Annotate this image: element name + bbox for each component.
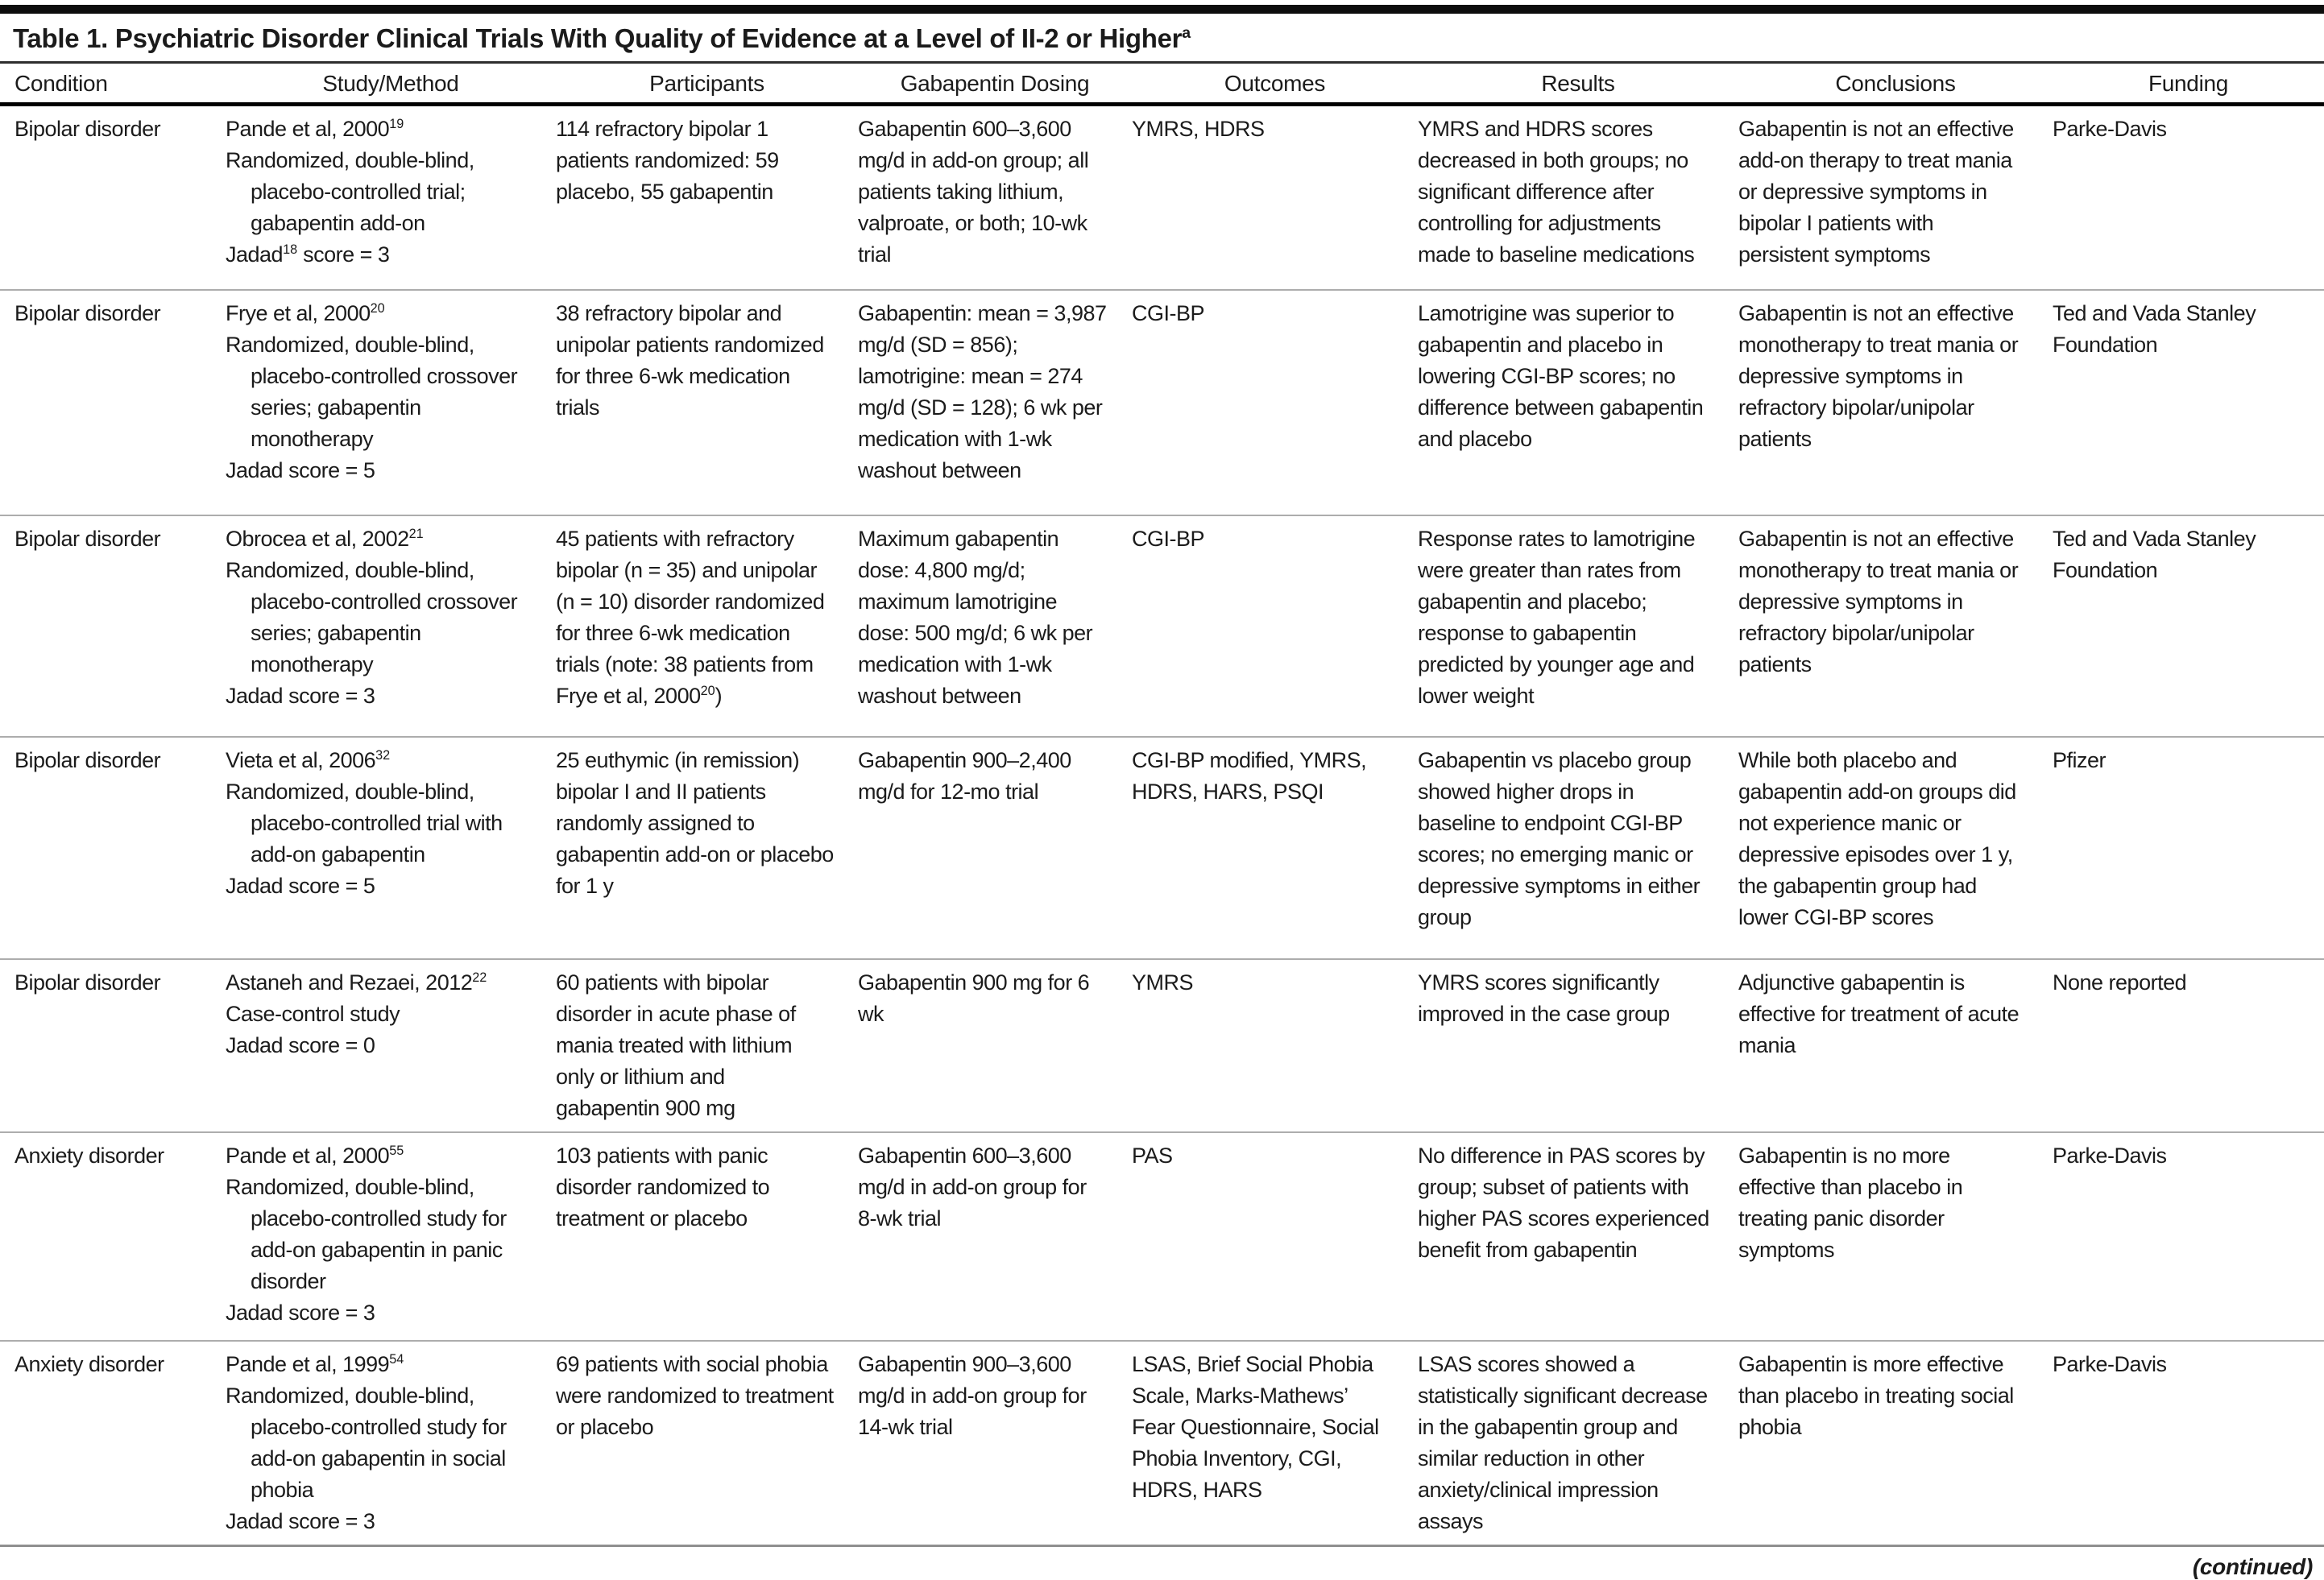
cell-condition: Anxiety disorder — [0, 1132, 226, 1341]
table-row — [0, 515, 2324, 737]
study-method-line: Pande et al, 2000$^{55}$ — [226, 1143, 404, 1168]
column-header-outcomes: Outcomes — [1132, 64, 1418, 105]
cell-participants: 25 euthymic (in remission) bipolar I and II patients randomly assigned to gabapentin add-on or placebo for 1 y — [556, 737, 858, 959]
cell-outcomes: CGI-BP modified, YMRS, HDRS, HARS, PSQI — [1132, 737, 1418, 959]
cell-conclusions: Gabapentin is not an effective add-on therapy to treat mania or depressive symptoms in bipolar I patients with persistent symptoms — [1738, 105, 2053, 290]
study-method-line: Randomized, double-blind, placebo-controlled trial; gabapentin add-on — [226, 148, 474, 235]
cell-results: LSAS scores showed a statistically significant decrease in the gabapentin group and similar reduction in other anxiety/clinical impression assays — [1418, 1341, 1738, 1546]
column-header-participants: Participants — [556, 64, 858, 105]
cell-participants: 45 patients with refractory bipolar (n = 35) and unipolar (n = 10) disorder randomized for three 6-wk medication trials (note: 38 patients from Frye et al, 2000$^{20}$) — [556, 515, 858, 737]
cell-study-method — [226, 1341, 556, 1546]
study-method-line: Jadad score = 3 — [226, 1300, 375, 1325]
cell-funding: None reported — [2053, 959, 2324, 1132]
study-method-line: Jadad score = 3 — [226, 1508, 375, 1533]
cell-dosing: Gabapentin: mean = 3,987 mg/d (SD = 856); lamotrigine: mean = 274 mg/d (SD = 128); 6 wk per medication with 1-wk washout between — [858, 290, 1132, 515]
cell-condition: Anxiety disorder — [0, 1341, 226, 1546]
cell-dosing: Gabapentin 600–3,600 mg/d in add-on group for 8-wk trial — [858, 1132, 1132, 1341]
cell-study-method — [226, 1132, 556, 1341]
cell-funding: Parke-Davis — [2053, 105, 2324, 290]
cell-participants: 103 patients with panic disorder randomized to treatment or placebo — [556, 1132, 858, 1341]
column-header-results: Results — [1418, 64, 1738, 105]
cell-dosing: Maximum gabapentin dose: 4,800 mg/d; maximum lamotrigine dose: 500 mg/d; 6 wk per medication with 1-wk washout between — [858, 515, 1132, 737]
study-method-line: Jadad score = 5 — [226, 457, 375, 482]
cell-conclusions: While both placebo and gabapentin add-on groups did not experience manic or depressive episodes over 1 y, the gabapentin group had lower CGI-BP scores — [1738, 737, 2053, 959]
cell-dosing: Gabapentin 600–3,600 mg/d in add-on group; all patients taking lithium, valproate, or both; 10-wk trial — [858, 105, 1132, 290]
cell-outcomes: YMRS — [1132, 959, 1418, 1132]
study-method-line: Randomized, double-blind, placebo-controlled study for add-on gabapentin in social phobia — [226, 1383, 507, 1502]
study-method-line: Jadad$^{18}$ score = 3 — [226, 242, 390, 267]
study-method-line: Pande et al, 2000$^{19}$ — [226, 117, 404, 141]
cell-participants: 60 patients with bipolar disorder in acute phase of mania treated with lithium only or lithium and gabapentin 900 mg — [556, 959, 858, 1132]
study-method-line: Pande et al, 1999$^{54}$ — [226, 1351, 404, 1376]
cell-condition: Bipolar disorder — [0, 105, 226, 290]
cell-participants: 114 refractory bipolar 1 patients randomized: 59 placebo, 55 gabapentin — [556, 105, 858, 290]
study-method-line: Randomized, double-blind, placebo-controlled crossover series; gabapentin monotherapy — [226, 332, 518, 451]
cell-dosing: Gabapentin 900–2,400 mg/d for 12-mo trial — [858, 737, 1132, 959]
cell-dosing: Gabapentin 900–3,600 mg/d in add-on group for 14-wk trial — [858, 1341, 1132, 1546]
cell-condition: Bipolar disorder — [0, 515, 226, 737]
table-row — [0, 959, 2324, 1132]
cell-study-method — [226, 959, 556, 1132]
cell-study-method — [226, 290, 556, 515]
cell-study-method — [226, 105, 556, 290]
study-method-line: Jadad score = 0 — [226, 1032, 375, 1057]
column-header-conclusions: Conclusions — [1738, 64, 2053, 105]
cell-outcomes: CGI-BP — [1132, 290, 1418, 515]
column-header-funding: Funding — [2053, 64, 2324, 105]
cell-results: Lamotrigine was superior to gabapentin and placebo in lowering CGI-BP scores; no difference between gabapentin and placebo — [1418, 290, 1738, 515]
cell-condition: Bipolar disorder — [0, 290, 226, 515]
cell-conclusions: Adjunctive gabapentin is effective for treatment of acute mania — [1738, 959, 2053, 1132]
cell-outcomes: PAS — [1132, 1132, 1418, 1341]
table-row — [0, 290, 2324, 515]
table-row — [0, 1132, 2324, 1341]
cell-funding: Pfizer — [2053, 737, 2324, 959]
cell-results: No difference in PAS scores by group; subset of patients with higher PAS scores experienced benefit from gabapentin — [1418, 1132, 1738, 1341]
cell-dosing: Gabapentin 900 mg for 6 wk — [858, 959, 1132, 1132]
cell-funding: Parke-Davis — [2053, 1341, 2324, 1546]
study-method-line: Vieta et al, 2006$^{32}$ — [226, 747, 391, 772]
study-method-line: Astaneh and Rezaei, 2012$^{22}$ — [226, 970, 487, 995]
column-header-gabapentin-dosing: Gabapentin Dosing — [858, 64, 1132, 105]
column-header-study-method: Study/Method — [226, 64, 556, 105]
column-header-condition: Condition — [0, 64, 226, 105]
continued-note: (continued) — [2192, 1553, 2313, 1579]
cell-results: Response rates to lamotrigine were greater than rates from gabapentin and placebo; response to gabapentin predicted by younger age and lower weight — [1418, 515, 1738, 737]
study-method-line: Case-control study — [226, 1001, 400, 1026]
table-title: Table 1. Psychiatric Disorder Clinical Trials With Quality of Evidence at a Level of II-2 or Higher$^a$ — [0, 14, 2324, 64]
cell-funding: Ted and Vada Stanley Foundation — [2053, 515, 2324, 737]
cell-conclusions: Gabapentin is more effective than placebo in treating social phobia — [1738, 1341, 2053, 1546]
study-method-line: Randomized, double-blind, placebo-controlled study for add-on gabapentin in panic disorder — [226, 1174, 507, 1293]
study-method-line: Obrocea et al, 2002$^{21}$ — [226, 526, 424, 551]
cell-results: YMRS scores significantly improved in the case group — [1418, 959, 1738, 1132]
table-row — [0, 1341, 2324, 1546]
study-method-line: Frye et al, 2000$^{20}$ — [226, 300, 385, 325]
cell-outcomes: LSAS, Brief Social Phobia Scale, Marks-Mathews’ Fear Questionnaire, Social Phobia Inventory, CGI, HDRS, HARS — [1132, 1341, 1418, 1546]
cell-condition: Bipolar disorder — [0, 737, 226, 959]
cell-conclusions: Gabapentin is not an effective monotherapy to treat mania or depressive symptoms in refractory bipolar/unipolar patients — [1738, 515, 2053, 737]
cell-outcomes: YMRS, HDRS — [1132, 105, 1418, 290]
study-method-line: Jadad score = 3 — [226, 683, 375, 708]
study-method-line: Randomized, double-blind, placebo-controlled trial with add-on gabapentin — [226, 779, 503, 867]
cell-outcomes: CGI-BP — [1132, 515, 1418, 737]
cell-condition: Bipolar disorder — [0, 959, 226, 1132]
cell-study-method — [226, 515, 556, 737]
table-top-rule — [0, 5, 2324, 14]
header-row — [0, 64, 2324, 105]
cell-conclusions: Gabapentin is not an effective monotherapy to treat mania or depressive symptoms in refractory bipolar/unipolar patients — [1738, 290, 2053, 515]
cell-results: YMRS and HDRS scores decreased in both groups; no significant difference after controlling for adjustments made to baseline medications — [1418, 105, 1738, 290]
cell-funding: Ted and Vada Stanley Foundation — [2053, 290, 2324, 515]
table-body — [0, 105, 2324, 1546]
table-row — [0, 737, 2324, 959]
study-method-line: Jadad score = 5 — [226, 873, 375, 898]
cell-participants: 38 refractory bipolar and unipolar patients randomized for three 6-wk medication trials — [556, 290, 858, 515]
table-row — [0, 105, 2324, 290]
cell-results: Gabapentin vs placebo group showed higher drops in baseline to endpoint CGI-BP scores; no emerging manic or depressive symptoms in either group — [1418, 737, 1738, 959]
cell-participants: 69 patients with social phobia were randomized to treatment or placebo — [556, 1341, 858, 1546]
cell-conclusions: Gabapentin is no more effective than placebo in treating panic disorder symptoms — [1738, 1132, 2053, 1341]
study-method-line: Randomized, double-blind, placebo-controlled crossover series; gabapentin monotherapy — [226, 557, 518, 676]
table-header — [0, 64, 2324, 105]
clinical-trials-table — [0, 64, 2324, 1547]
cell-funding: Parke-Davis — [2053, 1132, 2324, 1341]
cell-study-method — [226, 737, 556, 959]
